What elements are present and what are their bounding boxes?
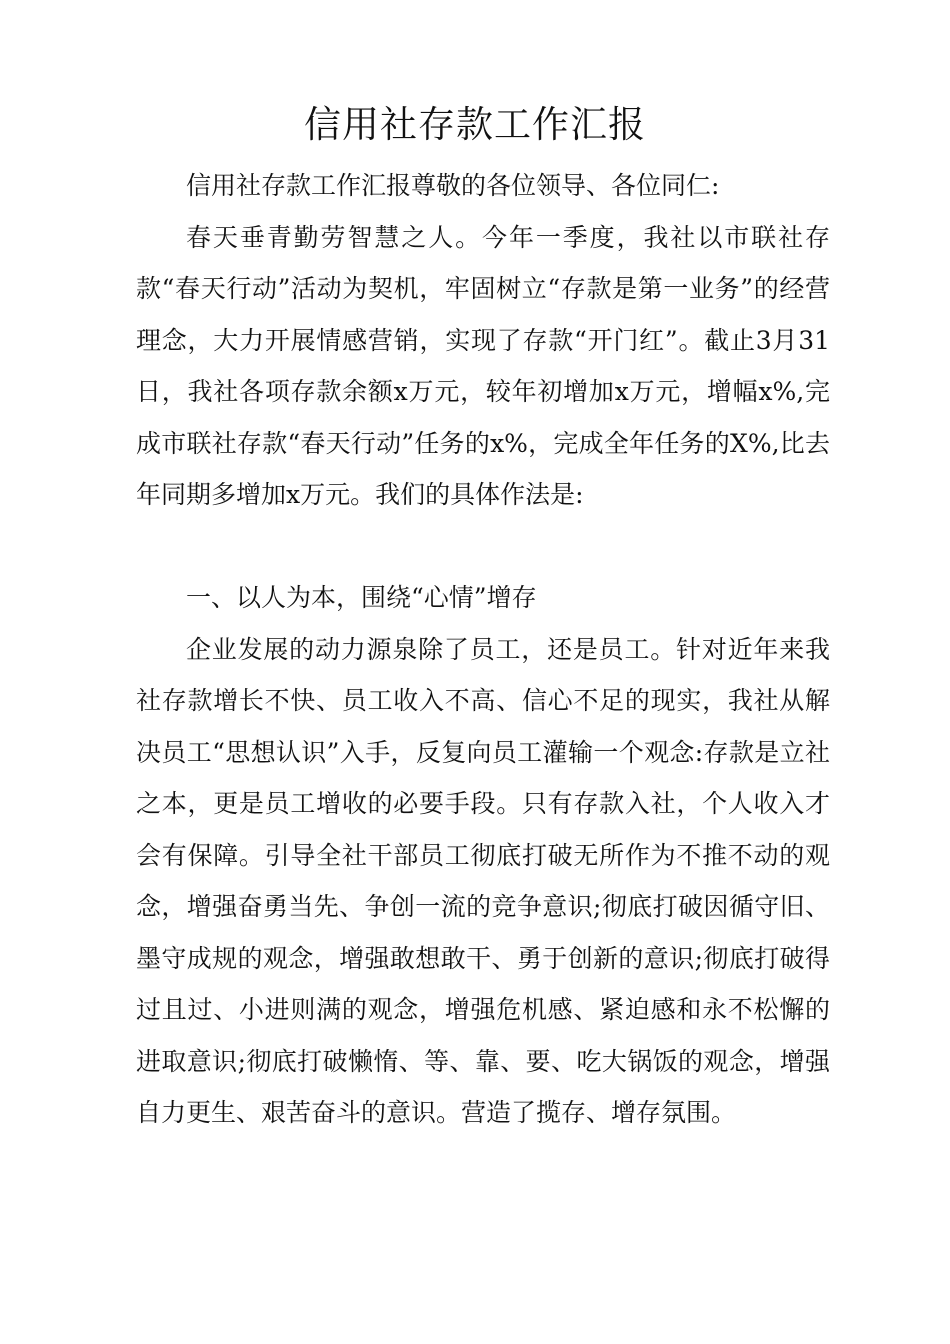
salutation-paragraph: 信用社存款工作汇报尊敬的各位领导、各位同仁:	[186, 171, 720, 200]
intro-paragraph: 春天垂青勤劳智慧之人。今年一季度，我社以市联社存款“春天行动”活动为契机，牢固树立“存款是第一业务”的经营理念，大力开展情感营销，实现了存款“开门红”。截止3月31日，我社各项存款余额x万元，较年初增加x万元，增幅x%,完成市联社存款“春天行动”任务的x%，完成全年任务的X%,比去年同期多增加x万元。我们的具体作法是:	[136, 222, 830, 509]
document-body	[136, 160, 830, 1139]
section-paragraph: 企业发展的动力源泉除了员工，还是员工。针对近年来我社存款增长不快、员工收入不高、信心不足的现实，我社从解决员工“思想认识”入手，反复向员工灌输一个观念:存款是立社之本，更是员工增收的必要手段。只有存款入社，个人收入才会有保障。引导全社干部员工彻底打破无所作为不推不动的观念，增强奋勇当先、争创一流的竞争意识;彻底打破因循守旧、墨守成规的观念，增强敢想敢干、勇于创新的意识;彻底打破得过且过、小进则满的观念，增强危机感、紧迫感和永不松懈的进取意识;彻底打破懒惰、等、靠、要、吃大锅饭的观念，增强自力更生、艰苦奋斗的意识。营造了揽存、增存氛围。	[136, 634, 830, 1127]
section-heading: 一、以人为本，围绕“心情”增存	[186, 583, 537, 612]
document-title: 信用社存款工作汇报	[304, 103, 646, 146]
